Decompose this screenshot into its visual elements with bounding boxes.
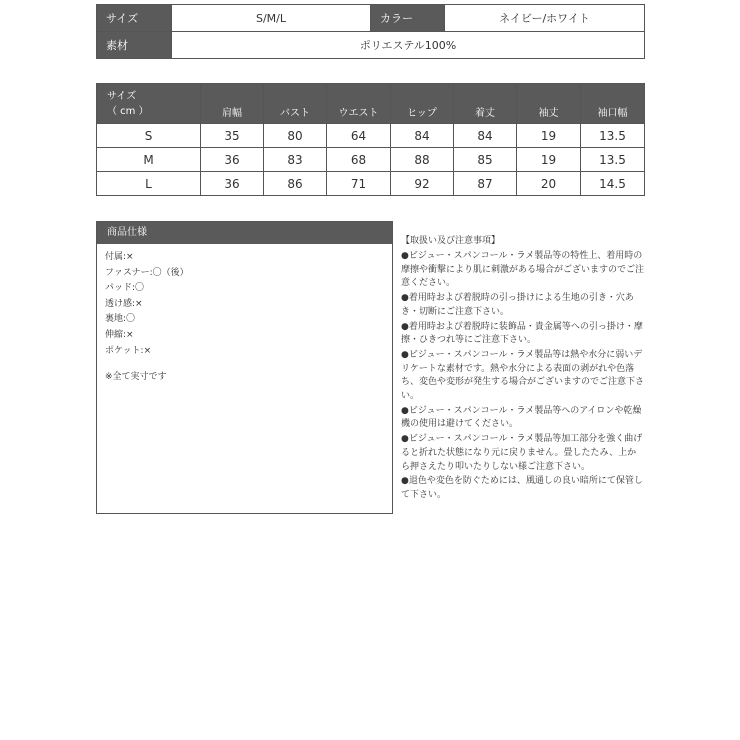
care-item: ●退色や変色を防ぐためには、風通しの良い暗所にて保管して下さい。 — [401, 476, 643, 500]
size-chart-header-row — [97, 84, 645, 124]
size-header-label: サイズ — [107, 91, 137, 102]
material-label: 素材 — [97, 32, 172, 59]
table-cell: 13.5 — [581, 124, 645, 148]
color-label: カラー — [371, 5, 445, 32]
size-value: S/M/L — [172, 5, 371, 32]
column-header: 袖口幅 — [581, 84, 645, 124]
size-label: サイズ — [97, 5, 172, 32]
spec-list — [97, 250, 392, 359]
material-value: ポリエステル100% — [172, 32, 645, 59]
column-header: 肩幅 — [201, 84, 264, 124]
table-cell: 88 — [391, 148, 454, 172]
size-unit-header — [97, 84, 201, 124]
table-cell: 80 — [264, 124, 327, 148]
unit-header-label: （ cm ） — [107, 106, 149, 117]
table-row — [97, 148, 645, 172]
care-item: ●ビジュー・スパンコール・ラメ製品等加工部分を強く曲げると折れた状態になり元に戻りません。畳したたみ、上から押さえたり叩いたりしない様ご注意下さい。 — [401, 434, 643, 472]
table-cell: 83 — [264, 148, 327, 172]
table-cell: 36 — [201, 172, 264, 196]
table-cell: 84 — [391, 124, 454, 148]
table-cell: 35 — [201, 124, 264, 148]
size-cell: L — [97, 172, 201, 196]
info-row-material — [97, 32, 645, 59]
care-item: ●ビジュー・スパンコール・ラメ製品等の特性上、着用時の摩擦や衝撃により肌に刺激がある場合がございますのでご注意ください。 — [401, 251, 645, 289]
table-cell: 87 — [454, 172, 517, 196]
size-cell: M — [97, 148, 201, 172]
table-cell: 13.5 — [581, 148, 645, 172]
table-cell: 85 — [454, 148, 517, 172]
spec-item: ポケット:× — [105, 345, 152, 356]
color-value: ネイビー/ホワイト — [445, 5, 645, 32]
table-cell: 36 — [201, 148, 264, 172]
table-cell: 20 — [517, 172, 581, 196]
table-row — [97, 172, 645, 196]
care-title: 【取扱い及び注意事項】 — [401, 236, 501, 246]
size-cell: S — [97, 124, 201, 148]
spec-item: パッド:〇 — [105, 283, 145, 294]
care-item: ●着用時および着脱時に装飾品・貴金属等への引っ掛け・摩擦・ひきつれ等にご注意下さい。 — [401, 321, 643, 346]
column-header: バスト — [264, 84, 327, 124]
spec-item: 裏地:〇 — [105, 314, 136, 325]
table-cell: 68 — [327, 148, 391, 172]
product-info-table — [96, 4, 645, 59]
table-cell: 14.5 — [581, 172, 645, 196]
table-cell: 19 — [517, 124, 581, 148]
spec-title: 商品仕様 — [97, 222, 392, 244]
spec-item: 伸縮:× — [105, 329, 134, 340]
spec-item: 付属:× — [105, 252, 134, 262]
care-item: ●着用時および着脱時の引っ掛けによる生地の引き・穴あき・切断にご注意下さい。 — [401, 293, 634, 317]
spec-item: ファスナー:〇（後） — [105, 267, 189, 278]
size-chart-table — [96, 83, 645, 196]
column-header: ヒップ — [391, 84, 454, 124]
column-header: 袖丈 — [517, 84, 581, 124]
care-list — [401, 250, 645, 503]
care-instructions — [401, 234, 645, 503]
table-row — [97, 124, 645, 148]
table-cell: 71 — [327, 172, 391, 196]
spec-item: 透け感:× — [105, 298, 143, 309]
table-cell: 19 — [517, 148, 581, 172]
table-cell: 86 — [264, 172, 327, 196]
care-item: ●ビジュー・スパンコール・ラメ製品等へのアイロンや乾燥機の使用は避けてください。 — [401, 405, 642, 430]
column-header: 着丈 — [454, 84, 517, 124]
product-spec-box — [96, 221, 393, 514]
table-cell: 92 — [391, 172, 454, 196]
table-cell: 84 — [454, 124, 517, 148]
column-header: ウエスト — [327, 84, 391, 124]
table-cell: 64 — [327, 124, 391, 148]
care-item: ●ビジュー・スパンコール・ラメ製品等は熱や水分に弱いデリケートな素材です。熱や水分による表面の剥がれや色落ち、変色や変形が発生する場合がございますのでご注意下さい。 — [401, 349, 645, 402]
info-row-size-color — [97, 5, 645, 32]
measurement-note: ※全て実寸です — [105, 372, 167, 383]
